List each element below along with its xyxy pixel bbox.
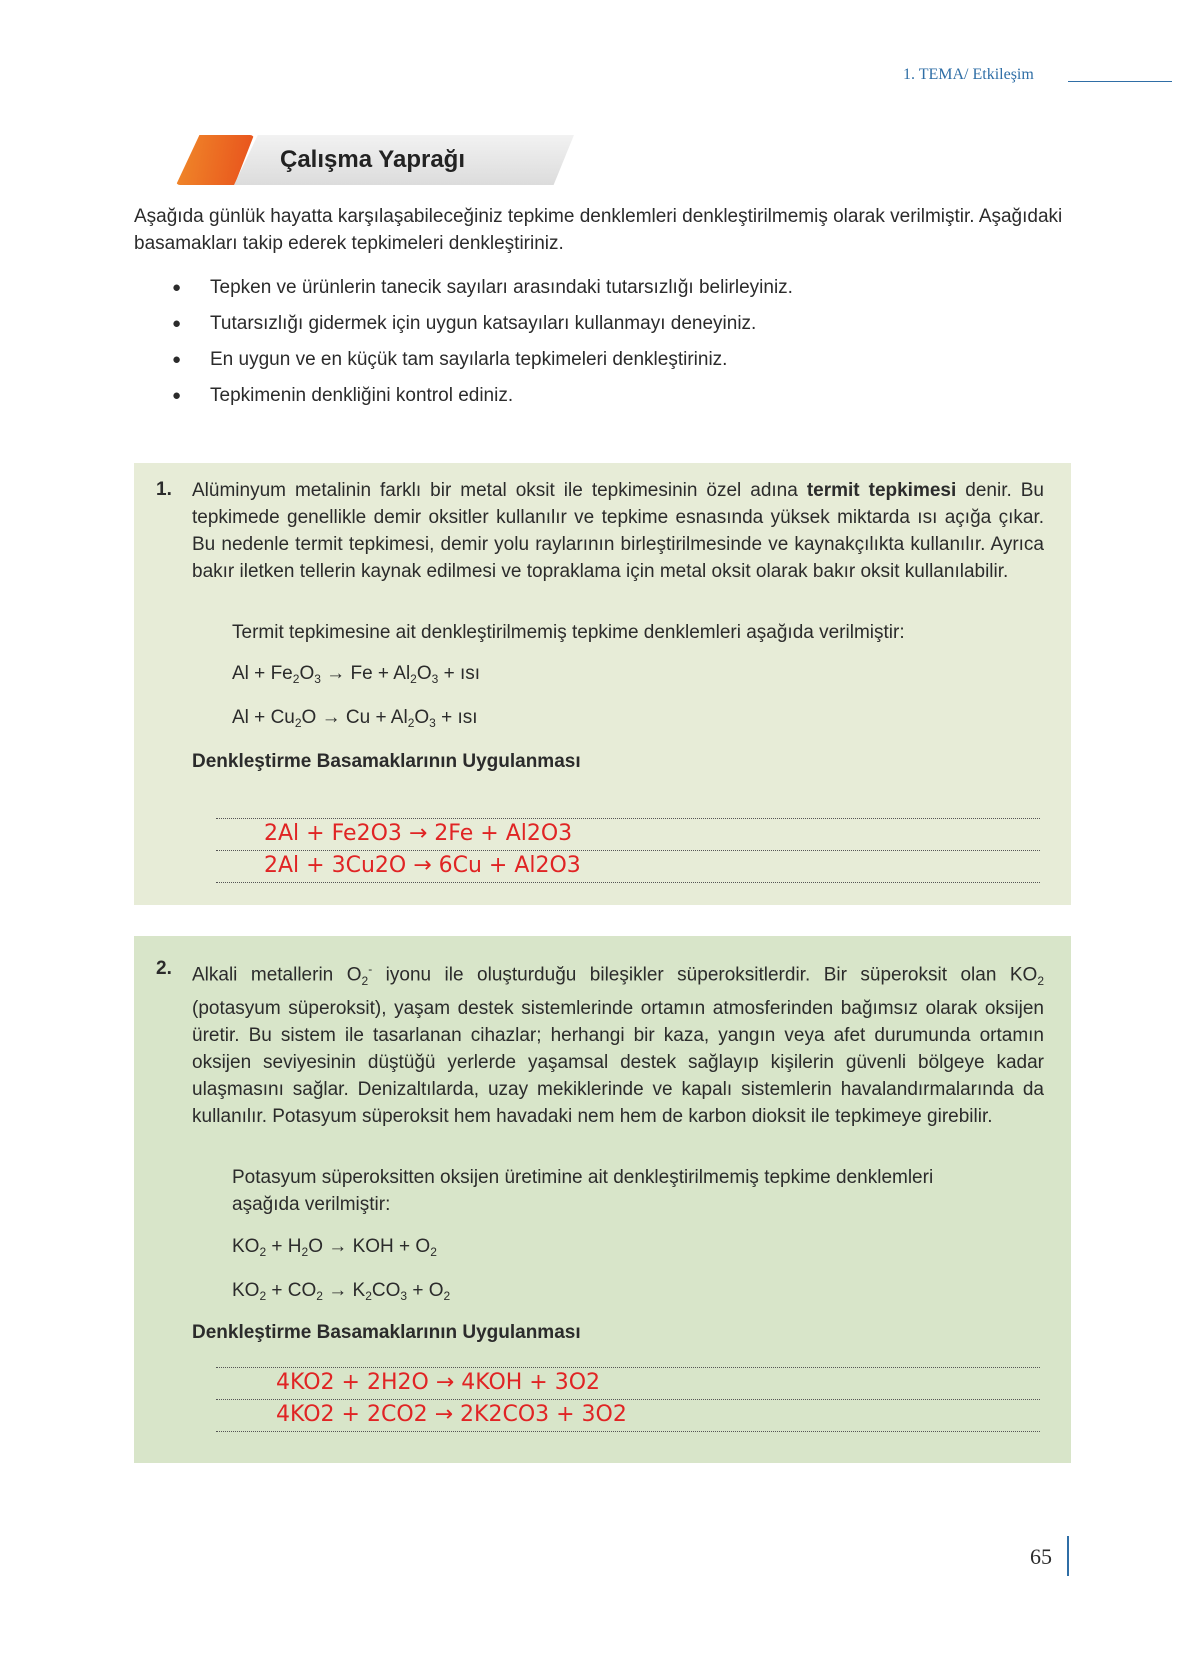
question-2-subscript: 2 xyxy=(361,974,369,989)
eq-subscript: 2 xyxy=(365,1289,372,1303)
eq-term: O xyxy=(299,663,315,684)
question-1-application-title: Denkleştirme Basamaklarının Uygulanması xyxy=(192,751,581,772)
step-item: ● En uygun ve en küçük tam sayılarla tepkimeleri denkleştiriniz. xyxy=(172,345,793,381)
eq-term: CO xyxy=(287,1280,317,1301)
eq-term: O xyxy=(428,1280,444,1301)
eq-term: Cu xyxy=(270,707,295,728)
answer-line xyxy=(216,818,1040,819)
intro-text: Aşağıda günlük hayatta karşılaşabileceğiniz tepkime denklemleri denkleştirilmemiş olarak verilmiştir. Aşağıdaki basamakları takip ederek tepkimeleri denkleştiriniz. xyxy=(134,206,1063,254)
question-2-answer-1: 4KO2 + 2H2O → 4KOH + 3O2 xyxy=(276,1370,601,1395)
question-2-panel xyxy=(134,936,1071,1463)
step-item: ● Tepkimenin denkliğini kontrol ediniz. xyxy=(172,381,793,417)
answer-line xyxy=(216,1367,1040,1368)
chapter-header: 1. TEMA/ Etkileşim xyxy=(903,66,1034,83)
question-2-subscript: 2 xyxy=(1037,974,1044,989)
eq-subscript: 3 xyxy=(400,1289,408,1303)
eq-term: KOH xyxy=(352,1236,394,1257)
question-1-panel xyxy=(134,463,1071,905)
question-1-number: 1. xyxy=(156,479,172,500)
eq-term: KO xyxy=(232,1280,260,1301)
eq-subscript: 2 xyxy=(259,1245,267,1259)
page-number: 65 xyxy=(1030,1544,1052,1569)
eq-term: O xyxy=(416,663,432,684)
eq-term: ısı xyxy=(457,707,478,728)
eq-subscript: 2 xyxy=(443,1289,451,1303)
step-item: ● Tutarsızlığı gidermek için uygun katsayıları kullanmayı deneyiniz. xyxy=(172,309,793,345)
eq-subscript: 2 xyxy=(301,1245,309,1259)
question-1-term: termit tepkimesi xyxy=(806,480,957,501)
eq-term: KO xyxy=(232,1236,260,1257)
answer-line xyxy=(216,850,1040,851)
question-2-equation-2: $KO_2 + CO_2 \to K_2CO_3 + O_2$ xyxy=(232,1280,451,1303)
question-1-text-part: denir. Bu tepkimede genellikle demir oksitler kullanılır ve tepkime esnasında yüksek miktarda ısı açığa çıkar. Bu nedenle termit tepkimesi, demir yolu raylarının birleştirilmesinde ve kaynakçılıkta kullanılır. Ayrıca bakır iletken tellerin kaynak edilmesi ve topraklama için metal oksit olarak bakır oksit kullanılabilir. xyxy=(192,480,1044,582)
eq-term: Fe xyxy=(270,663,293,684)
eq-term: K xyxy=(352,1280,366,1301)
question-2-text-part: iyonu ile oluşturduğu bileşikler süperoksitlerdir. Bir süperoksit olan KO xyxy=(372,964,1038,986)
question-2-answer-2: 4KO2 + 2CO2 → 2K2CO3 + 3O2 xyxy=(276,1402,627,1427)
steps-list xyxy=(172,273,793,417)
eq-subscript: 2 xyxy=(430,1245,437,1259)
question-2-text-part: Alkali metallerin O xyxy=(192,964,362,986)
answer-line xyxy=(216,1399,1040,1400)
step-item: ● Tepken ve ürünlerin tanecik sayıları arasındaki tutarsızlığı belirleyiniz. xyxy=(172,273,793,309)
eq-term: CO xyxy=(371,1280,401,1301)
question-1-text-part: Alüminyum metalinin farklı bir metal oksit ile tepkimesinin özel adına xyxy=(192,480,807,501)
question-2-text-part: (potasyum süperoksit), yaşam destek sistemlerinde ortamın atmosferinden bağımsız olarak oksijen üretir. Bu sistem ile tasarlanan cihazlar; herhangi bir kaza, yangın veya afet durumunda ortamın oksijen seviyesinin düştüğü yerlerde yaşamsal destek sağlayıp kişilerin güvenli bölgeye kadar ulaşmasını sağlar. Denizaltılarda, uzay mekiklerinde ve kapalı sistemlerin havalandırmalarında da kullanılır. Potasyum süperoksit hem havadaki nem hem de karbon dioksit ile tepkimeye girebilir. xyxy=(192,998,1044,1128)
eq-subscript: 2 xyxy=(294,716,302,730)
question-1-subtext: Termit tepkimesine ait denkleştirilmemiş tepkime denklemleri aşağıda verilmiştir: xyxy=(232,622,905,643)
eq-subscript: 2 xyxy=(316,1289,323,1303)
eq-term: ısı xyxy=(459,663,481,684)
eq-subscript: 2 xyxy=(259,1289,267,1303)
eq-subscript: 3 xyxy=(429,716,436,730)
worksheet-banner xyxy=(176,135,576,185)
question-2-superscript: - xyxy=(368,962,373,976)
answer-line xyxy=(216,1431,1040,1432)
eq-term: Cu xyxy=(345,707,371,728)
eq-term: Al xyxy=(390,707,408,728)
eq-subscript: 3 xyxy=(314,672,321,686)
eq-term: H xyxy=(287,1236,302,1257)
eq-term: Al xyxy=(232,707,249,728)
eq-term: Al xyxy=(393,663,411,684)
question-2-number: 2. xyxy=(156,958,172,979)
answer-line xyxy=(216,882,1040,883)
eq-subscript: 2 xyxy=(410,672,417,686)
question-2-application-title: Denkleştirme Basamaklarının Uygulanması xyxy=(192,1322,581,1343)
eq-subscript: 2 xyxy=(407,716,415,730)
question-2-text xyxy=(192,956,1044,1130)
header-rule xyxy=(1068,81,1172,82)
question-1-answer-2: 2Al + 3Cu2O → 6Cu + Al2O3 xyxy=(264,853,581,878)
eq-term: Fe xyxy=(350,663,373,684)
eq-subscript: 2 xyxy=(292,672,300,686)
question-2-equation-1: $KO_2 + H_2O$ → KOH + $O_2$ xyxy=(232,1236,437,1259)
eq-term: O xyxy=(414,707,430,728)
question-1-equation-2: $Al + Cu_2O \to Cu + Al_2O_3$ + ısı xyxy=(232,707,478,730)
eq-subscript: 3 xyxy=(431,672,439,686)
eq-term: Al xyxy=(232,663,249,684)
eq-term: O xyxy=(308,1236,323,1257)
question-1-answer-1: 2Al + Fe2O3 → 2Fe + Al2O3 xyxy=(264,821,573,846)
question-1-text xyxy=(192,477,1044,585)
worksheet-title: Çalışma Yaprağı xyxy=(280,146,465,173)
eq-term: O xyxy=(415,1236,431,1257)
page-number-rule xyxy=(1067,1536,1069,1576)
question-2-subtext: Potasyum süperoksitten oksijen üretimine ait denkleştirilmemiş tepkime denklemleri aşağıda verilmiştir: xyxy=(232,1167,934,1215)
question-1-equation-1: $Al + Fe_2O_3 \to Fe + Al_2O_3$ + ısı xyxy=(232,663,481,686)
eq-term: O xyxy=(301,707,317,728)
